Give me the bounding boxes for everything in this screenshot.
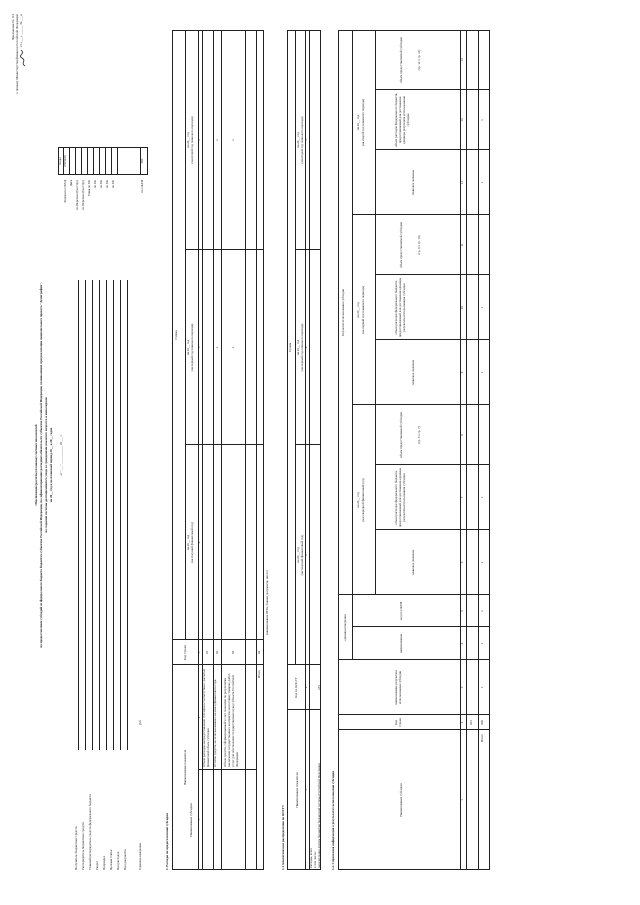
s12-num: 11 [460,243,464,247]
s1-num: 2 [197,716,201,719]
field-label: Целевая статья [109,849,113,870]
s11-row-other: перечисления другим бюджетам бюджетной системы Российской Федерации [317,763,321,868]
s12-col-name: Наименование субсидии [399,783,403,817]
s1-row-code: 01 [205,650,209,655]
s12-vol-formula: (гр. 9 х гр. 10) [417,235,421,255]
s1-col-name: Наименование показателя [183,749,187,786]
s12-x: x [480,561,484,564]
s1-row-name: Объем средств, сформированный в счет экономии по результатам заключения государственных контрактов на поставку товаров, работ, услуг для обеспечения государственных нужд субъекта Российской Федерации [223,673,239,767]
s12-x: x [480,496,484,499]
s12-total-code: 900 [480,720,484,725]
s12-x: x [480,686,484,689]
s1-row-name: Остаток средств, не использованных на конец финансового года [213,679,217,767]
codes-label: по Перечню (Реестру) [81,180,85,210]
title-line-1: Обоснования (расчеты) плановых сметных показателей [34,424,38,506]
s1-col-sum: Сумма [174,330,178,340]
title-line-2: на предоставление субсидий из федерального бюджета бюджетам субъектов Российской Федерации, на софинансирование расходных обязательств субъектов Российской Федерации, возникающих при реализации национального проекта "Демография", [39,282,43,648]
s12-x: x [480,119,484,121]
s12-col-volume: объем предоставляемой субсидии [399,37,403,83]
codes-label: по БК [111,180,115,189]
s12-num: 3 [460,686,464,689]
field-label: Распорядитель бюджетных средств [81,822,85,870]
s11-col-code: Код по КОСГУ [294,677,298,698]
s12-unit-name: наименование [399,633,403,654]
s12-num: 13 [460,118,464,122]
title-line-4: на 20__ год и на плановый период 20__ и 20__ годов [49,427,53,503]
codes-label: по БК [93,180,97,189]
s12-x: x [480,642,484,645]
s11-col-sum: Сумма [288,342,292,353]
s11-year-sub: (на первый год планового периода) [300,323,304,372]
s1-num: 1 [197,819,201,821]
s1-sub-name: Наименование субсидии [189,803,193,837]
s12-num: 7 [460,496,464,499]
s11-year-label: на 20__ год [296,339,300,356]
s11-year-sub: (на второй год планового периода) [300,116,304,164]
s12-col-need: объем расходов федерального бюджета, предоставляемый для достижения единицы результата использования субсидии [394,467,406,528]
s12-x: x [480,610,484,612]
s1-num: 3 [197,651,201,654]
s12-col-plan: плановое значение [411,359,415,386]
section12-title: 1.2. Справочная информация о результатах использования субсидии [331,771,335,870]
s1-row-code: 02 [215,650,219,655]
s12-col-volume: объем предоставляемой субсидии [399,412,403,458]
s11-num: 1 [304,789,308,791]
s11-num: 3 [304,554,308,556]
field-label: Получатель бюджетных средств [74,826,78,870]
s12-total-label: Итого [480,734,484,743]
s12-vol-formula: (гр. 12 х гр. 13) [417,49,421,71]
codes-label: по БК [105,180,109,189]
title-line-3: на создание системы долговременного ухода за гражданами пожилого возраста и инвалидами [44,397,48,533]
s11-row-sub: в том числе: [313,851,317,868]
s1-row-code: 03 [231,650,235,655]
s12-year-label: на 20__ год [356,302,360,318]
s12-results-header: Результат использования субсидии [341,288,345,337]
field-label: Вид расходов [116,851,120,870]
s12-unit-group: единица измерения [343,614,347,641]
codes-label: Глава по БК [87,180,91,197]
s1-x: x [231,139,235,141]
s12-col-plan: плановое значение [411,169,415,196]
s12-num: 1 [460,799,464,801]
s12-x: x [480,181,484,184]
s1-num: 4 [197,541,201,544]
signature-scribble [18,47,28,67]
appendix-line-2: к приказу Министерства финансов Российской Федерации [15,14,19,94]
s1-num: 6 [197,139,201,141]
s1-x: x [215,346,219,349]
field-label: Главный распорядитель средств федерального бюджета [88,794,92,870]
field-label: Единица измерения [138,843,142,870]
codes-label: по Перечню (Реестру) [75,180,79,210]
s1-year-sub: (на второй год планового периода) [190,116,194,164]
s1-year-sub: (на первый год планового периода) [190,323,194,372]
s1-num: 5 [197,346,201,349]
s1-total-label: Итого [257,670,261,679]
s1-total-code: 04 [257,650,261,655]
s12-num: 10 [460,305,464,310]
s11-row-code: 251 [317,685,321,690]
s12-col-volume: объем предоставляемой субсидии [399,222,403,268]
s1-year-label: на 20__ год [186,339,190,356]
s1-col-code: Код строки [183,644,187,661]
s12-year-label: на 20__ год [356,492,360,508]
s12-num: 2 [460,721,464,724]
s12-num: 9 [460,371,464,374]
section11-title: 1.1 Аналитическое распределение по КОСГУ [281,804,285,870]
s11-col-name: Наименование показателя [295,772,299,808]
s12-unit-okei: код по ОКЕИ [399,601,403,621]
appendix-line-3: от «___» ______ № ___н [19,14,23,48]
field-label: Раздел [95,860,99,870]
s12-num: 8 [460,434,464,436]
s1-year-label: на 20__ год [186,132,190,148]
s11-year-label: на 20__ год [296,547,300,563]
s1-year-sub: (на текущий финансовый год) [190,522,194,563]
s11-row-label: Расходы, всего [309,847,313,868]
s12-row-code: 001 [469,720,473,725]
codes-form-code: 0505930 [63,155,67,167]
s12-num: 12 [460,180,464,185]
codes-label: Форма по ОКУД [63,180,67,203]
s12-num: 4 [460,642,464,645]
s11-num: 2 [304,686,308,689]
s12-vol-formula: (гр. 6 х гр. 7) [417,426,421,444]
s12-col-need: объем расходов федерального бюджета, предоставляемый для достижения единицы результата использования субсидии [394,277,406,338]
unit-value: руб [138,720,142,725]
s12-col-code: Код строки [394,717,402,728]
s11-num: 4 [304,346,308,349]
s12-num: 14 [460,58,464,62]
s12-x: x [480,306,484,309]
s12-x: x [480,371,484,374]
field-label: Вид документа [123,849,127,870]
s12-year-label: на 20__ год [356,114,360,131]
s1-year-label: на 20__ год [186,534,190,551]
section1-title: 1. Расходы на предоставление субсидии [165,813,169,870]
s12-num: 6 [460,561,464,564]
codes-okei: 383 [140,158,144,164]
s12-col-plan: плановое значение [411,549,415,576]
codes-label: по ОКЕИ [140,180,144,193]
s1-x: x [231,346,235,349]
s12-col-need: объем расходов федерального бюджета, предоставляемый для достижения единицы результата использования субсидии [394,92,410,148]
s1-dash-note: (наименование НПА, бланки документа, иного) [265,570,269,635]
codes-header: Коды [58,157,62,165]
s11-year-label: на 20__ год [296,132,300,148]
s12-num: 5 [460,610,464,612]
title-date-line: от "___" ___________ 20___ г. [59,434,63,476]
codes-table [58,147,148,175]
s1-row-name: Объем расходов на предоставление субсидии в соответствии с расчетом финансовой объем субсидии [202,669,210,767]
s12-year-sub: (на первый год планового периода) [361,286,365,334]
codes-label: Дата [69,180,73,187]
codes-label: по БК [99,180,103,189]
appendix-line-1: Приложение № 113 [11,14,15,41]
s12-col-result: наименование результата использования субсидии [394,670,402,705]
s12-year-sub: (на второй год планового периода) [361,99,365,146]
s11-year-sub: (на текущий финансовый год) [300,534,304,576]
s12-year-sub: (на очередной финансовый год) [361,478,365,522]
s11-num: 5 [304,139,308,141]
field-label: Подраздел [102,855,106,870]
s1-x: x [215,139,219,141]
